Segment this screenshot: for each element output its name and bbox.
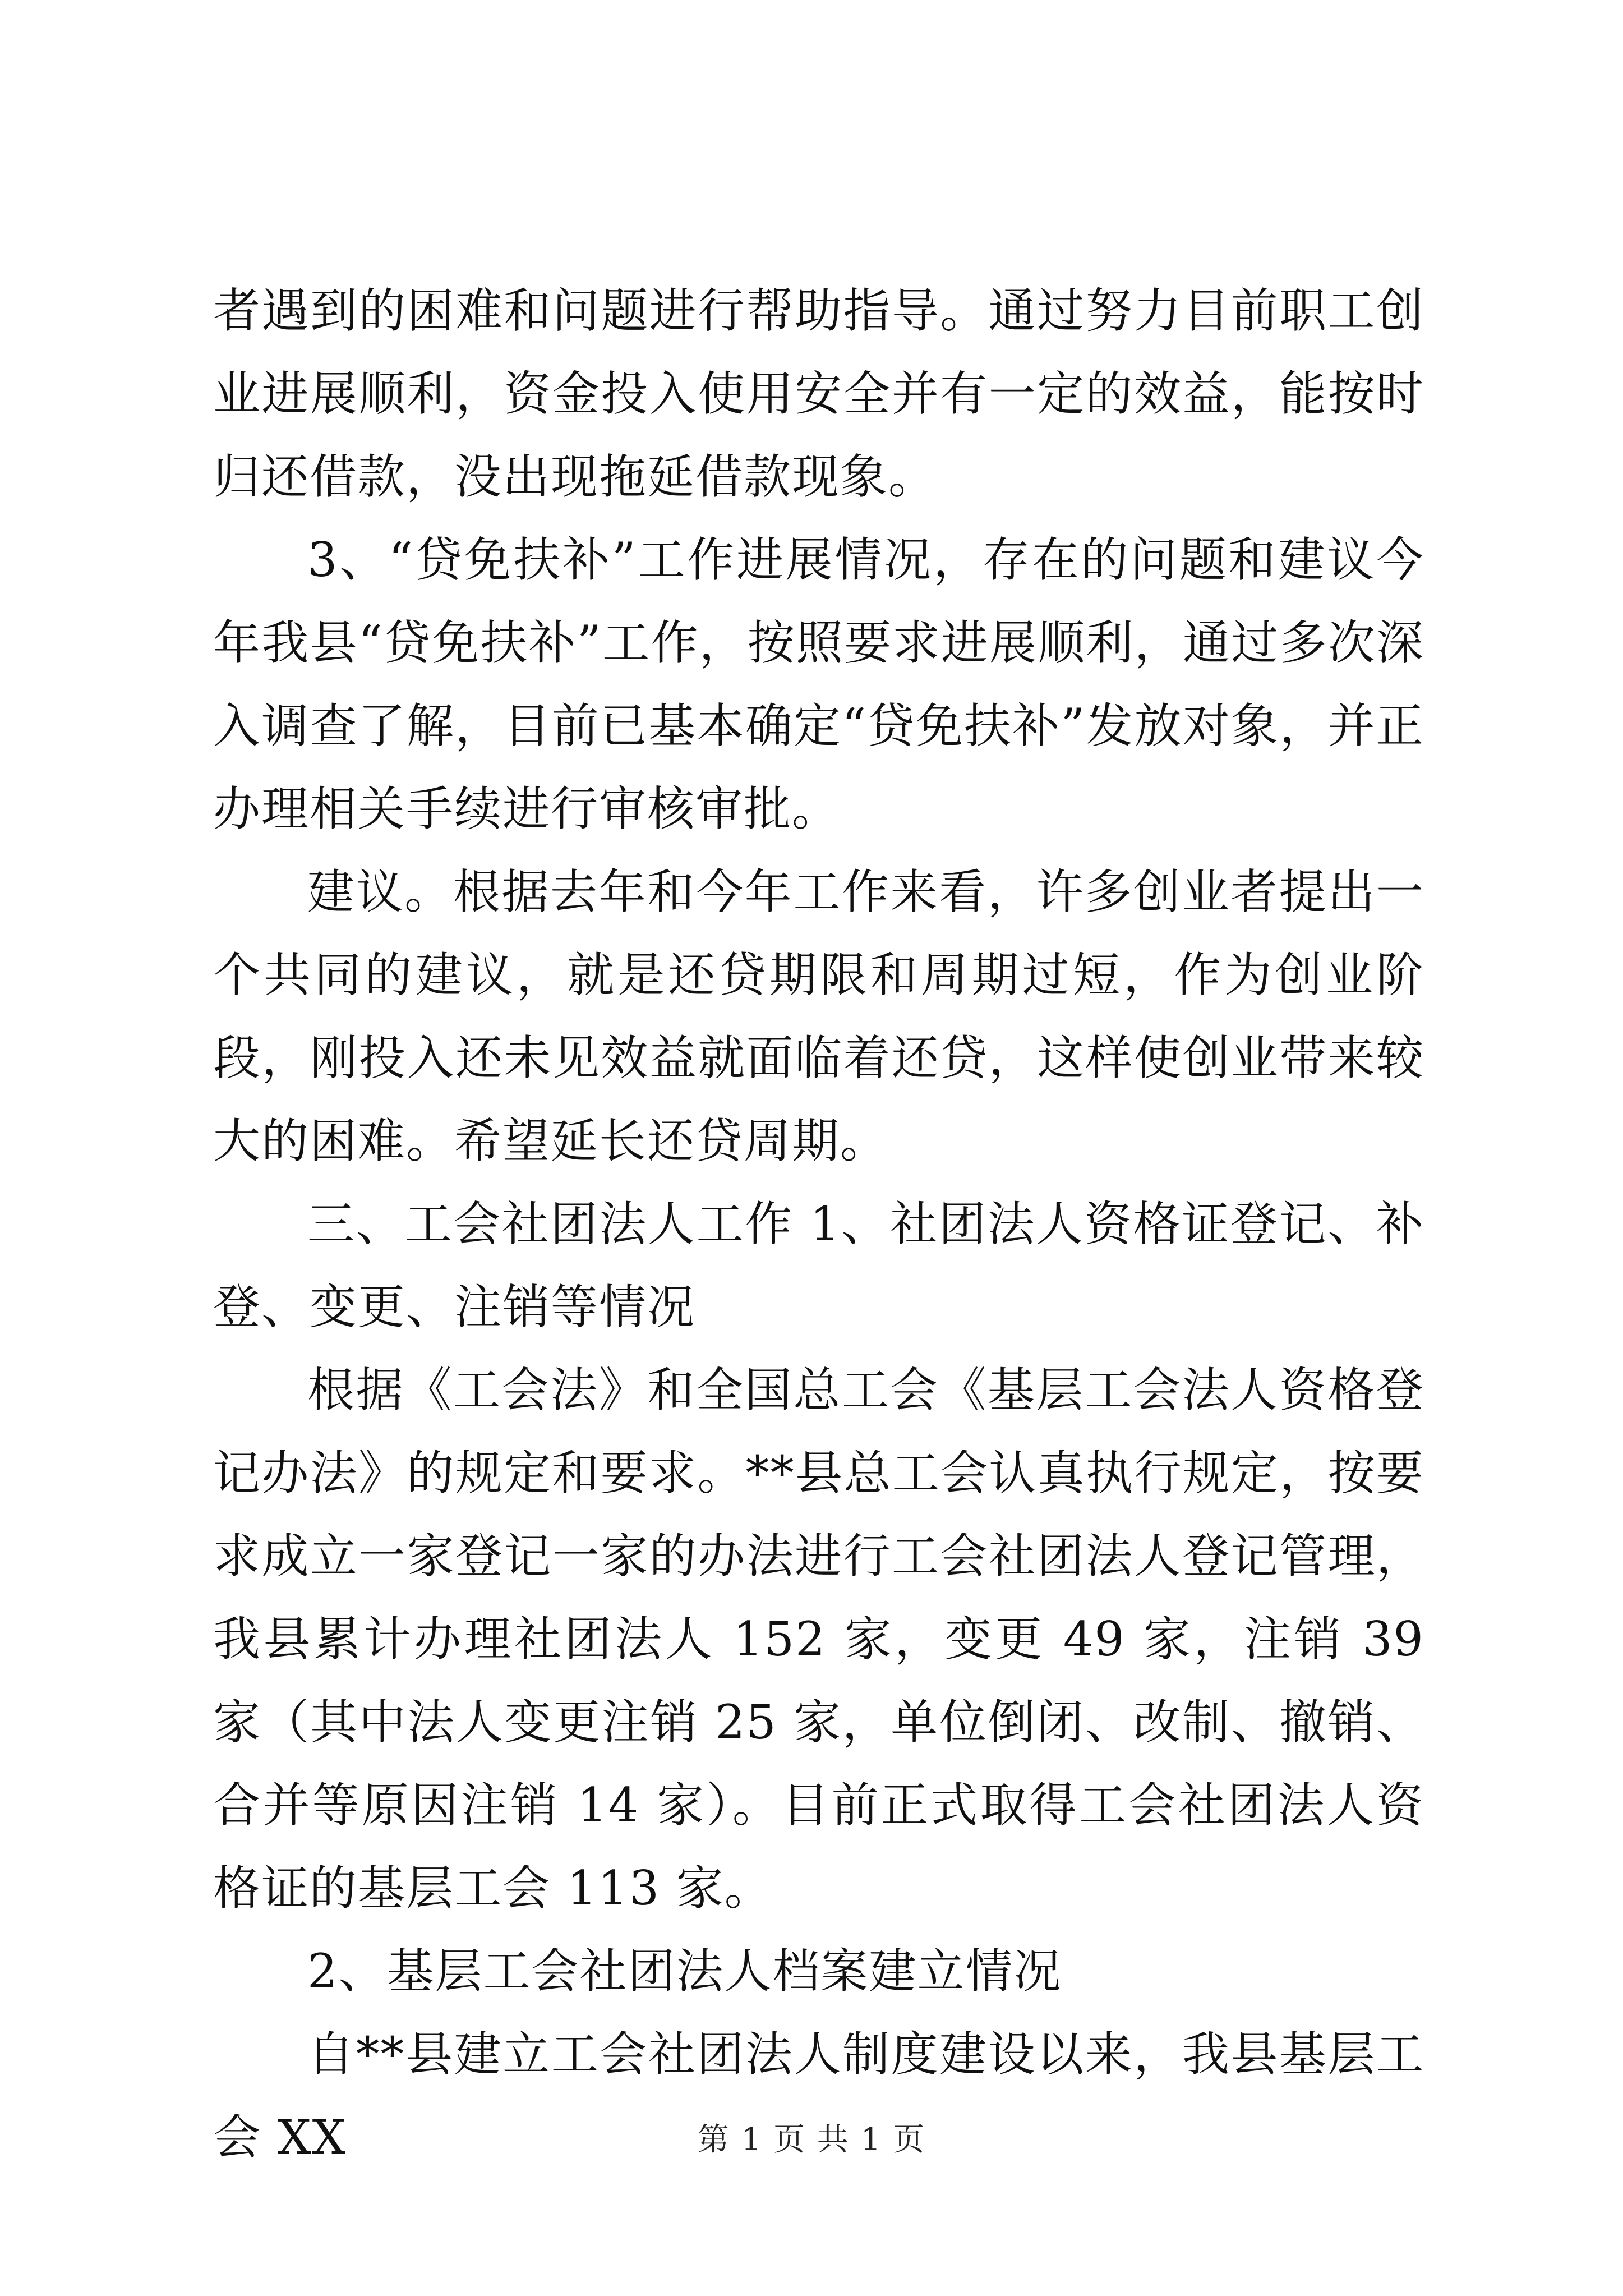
page-footer: 第 1 页 共 1 页 (697, 2122, 926, 2158)
paragraph-2: 3、“贷免扶补”工作进展情况，存在的问题和建议今年我县“贷免扶补”工作，按照要求进展顺利，通过多次深入调查了解，目前已基本确定“贷免扶补”发放对象，并正办理相关手续进行审核审批。 (213, 532, 1424, 836)
paragraph-1: 者遇到的困难和问题进行帮助指导。通过努力目前职工创业进展顺利，资金投入使用安全并有一定的效益，能按时归还借款，没出现拖延借款现象。 (213, 283, 1424, 504)
paragraph-5: 根据《工会法》和全国总工会《基层工会法人资格登记办法》的规定和要求。**县总工会认真执行规定，按要求成立一家登记一家的办法进行工会社团法人登记管理，我县累计办理社团法人 152 家，变更 49 家，注销 39 家（其中法人变更注销 25 家，单位倒闭、改制、撤销、合并等原因注销 14 家）。目前正式取得工会社团法人资格证的基层工会 113 家。 (213, 1363, 1424, 1916)
document-body (213, 269, 1424, 2179)
subheading-2: 2、基层工会社团法人档案建立情况 (307, 1944, 1062, 1999)
section-heading-3: 三、工会社团法人工作 1、社团法人资格证登记、补登、变更、注销等情况 (213, 1197, 1424, 1335)
paragraph-3: 建议。根据去年和今年工作来看，许多创业者提出一个共同的建议，就是还贷期限和周期过短，作为创业阶段，刚投入还未见效益就面临着还贷，这样使创业带来较大的困难。希望延长还贷周期。 (213, 864, 1424, 1168)
paragraph-7: 自**县建立工会社团法人制度建设以来，我县基层工会 XX (213, 2027, 1424, 2165)
